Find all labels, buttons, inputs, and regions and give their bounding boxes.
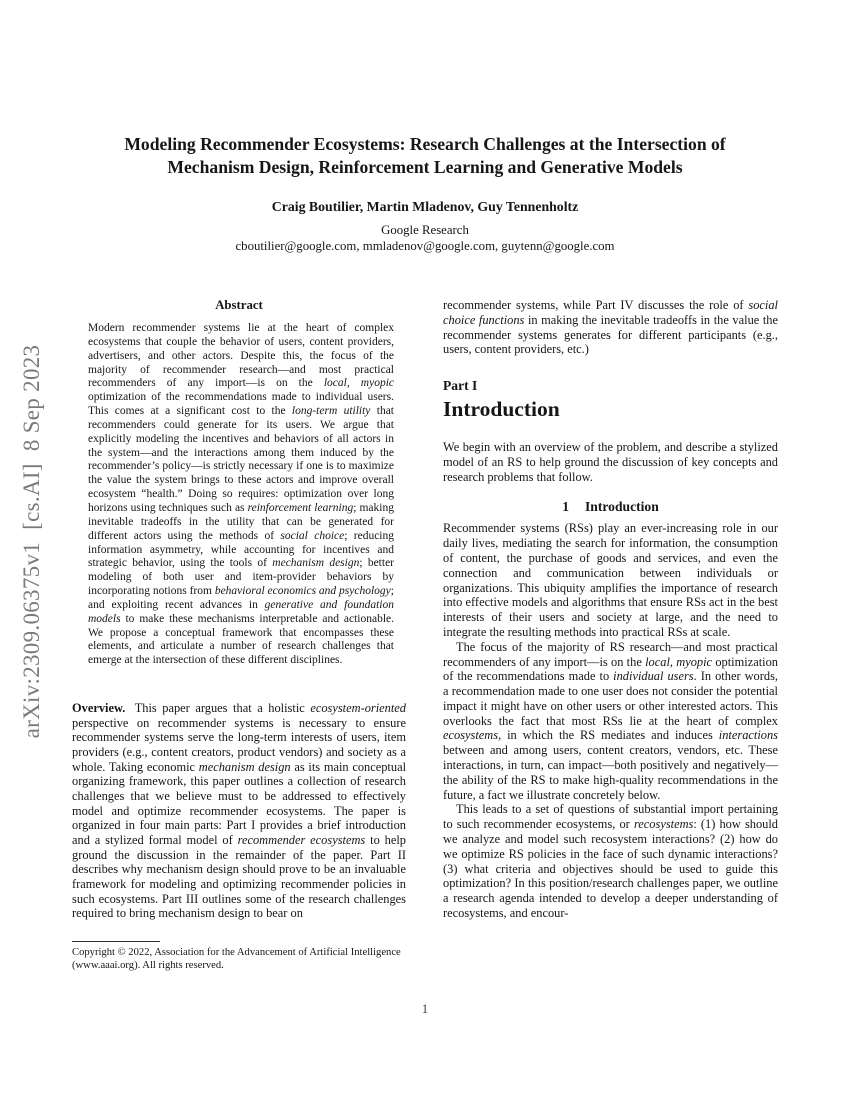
abstract-heading: Abstract — [215, 298, 263, 312]
author-emails: cboutilier@google.com, mmladenov@google.com, guytenn@google.com — [235, 239, 615, 253]
section-title: Introduction — [585, 498, 659, 514]
abstract-section — [72, 298, 406, 668]
footnote-rule — [72, 941, 160, 942]
section-number: 1 — [562, 498, 569, 514]
copyright-text: Copyright © 2022, Association for the Advancement of Artificial Intelligence (www.aaai.org). All rights reserved. — [72, 947, 401, 971]
part-title: Introduction — [443, 396, 560, 421]
affiliation: Google Research — [381, 223, 469, 237]
part-iii-continuation-paragraph: recommender systems, while Part IV discusses the role of social choice functions in making the inevitable tradeoffs in the value the recommender systems generates for different participants (e.g., users, content providers, etc.) — [443, 298, 778, 357]
intro-paragraph-1: Recommender systems (RSs) play an ever-increasing role in our daily lives, mediating the search for information, the consumption of content, the purchase of goods and services, and even the connection and communication between individuals or organizations. This ubiquity amplifies the importance of research into effective models and algorithms that ensure RSs act in the best interests of their users and society at large, and the need to integrate the resulting methods into practical RSs at scale. — [443, 521, 778, 639]
section-1-heading — [443, 500, 778, 515]
part-label: Part I — [443, 378, 478, 394]
right-column — [443, 298, 778, 995]
part-intro-paragraph: We begin with an overview of the problem, and describe a stylized model of an RS to help ground the discussion of key concepts and research problems that follow. — [443, 440, 778, 484]
copyright-footnote — [72, 941, 406, 972]
intro-paragraph-2: The focus of the majority of RS research—and most practical recommenders of any import—is on the local, myopic optimization of the recommendations made to individual users. In other words, a recommendation made to one user does not consider the potential impact it might have on other users or other interested actors. This overlooks the fact that most RSs lie at the heart of complex ecosystems, in which the RS mediates and induces interactions between and among users, content creators, vendors, etc. These interactions, in turn, can impact—both positively and negatively—the ability of the RS to make high-quality recommendations in the future, a fact we illustrate concretely below. — [443, 639, 778, 802]
authors-line: Craig Boutilier, Martin Mladenov, Guy Tennenholtz — [271, 199, 579, 214]
arxiv-identifier-watermark: arXiv:2309.06375v1 [cs.AI] 8 Sep 2023 — [19, 344, 44, 739]
intro-paragraph-3: This leads to a set of questions of substantial import pertaining to such recommender ecosystems, or recosystems: (1) how should we analyze and model such recosystem interactions? (2) how do we optimize RS policies in the face of such dynamic interactions? (3) what criteria and objectives should be used to guide this optimization? In this position/research challenges paper, we outline a research agenda intended to develop a deeper understanding of recosystems, and encour- — [443, 802, 778, 921]
page-number: 1 — [421, 1002, 429, 1016]
abstract-body: Modern recommender systems lie at the heart of complex ecosystems that couple the behavior of users, content providers, advertisers, and other actors. Despite this, the focus of the majority of recommender research—and most practical recommenders of any import—is on the local, myopic optimization of the recommendations made to individual users. This comes at a significant cost to the long-term utility that recommenders could generate for its users. We argue that explicitly modeling the incentives and behaviors of all actors in the system—and the interactions among them induced by the recommender’s policy—is strictly necessary if one is to maximize the value the system brings to these actors and improve overall ecosystem “health.” Doing so requires: optimization over long horizons using techniques such as reinforcement learning; making inevitable tradeoffs in the utility that can be generated for different actors using the methods of social choice; reducing information asymmetry, while accounting for incentives and strategic behavior, using the tools of mechanism design; better modeling of both user and item-provider behaviors by incorporating notions from behavioral economics and psychology; and exploiting recent advances in generative and foundation models to make these mechanisms interpretable and actionable. We propose a conceptual framework that encompasses these elements, and articulate a number of research challenges that emerge at the intersection of these different disciplines. — [88, 322, 394, 667]
paper-title: Modeling Recommender Ecosystems: Research Challenges at the Intersection of Mechanism Design, Reinforcement Learning and Generative Models — [124, 134, 726, 178]
overview-paragraph: Overview. This paper argues that a holistic ecosystem-oriented perspective on recommender systems is necessary to ensure recommender systems serve the long-term interests of users, item providers (e.g., content creators, product vendors) and society as a whole. Taking economic mechanism design as its main conceptual organizing framework, this paper outlines a collection of research challenges that we believe must to be addressed to effectively model and optimize recommender ecosystems. The paper is organized in four main parts: Part I provides a brief introduction and a stylized formal model of recommender ecosystems to help ground the discussion in the remainder of the paper. Part II describes why mechanism design should prove to be an invaluable framework for modeling and optimizing recommender policies in such ecosystems. Part III outlines some of the research challenges required to bring mechanism design to bear on — [72, 701, 406, 921]
